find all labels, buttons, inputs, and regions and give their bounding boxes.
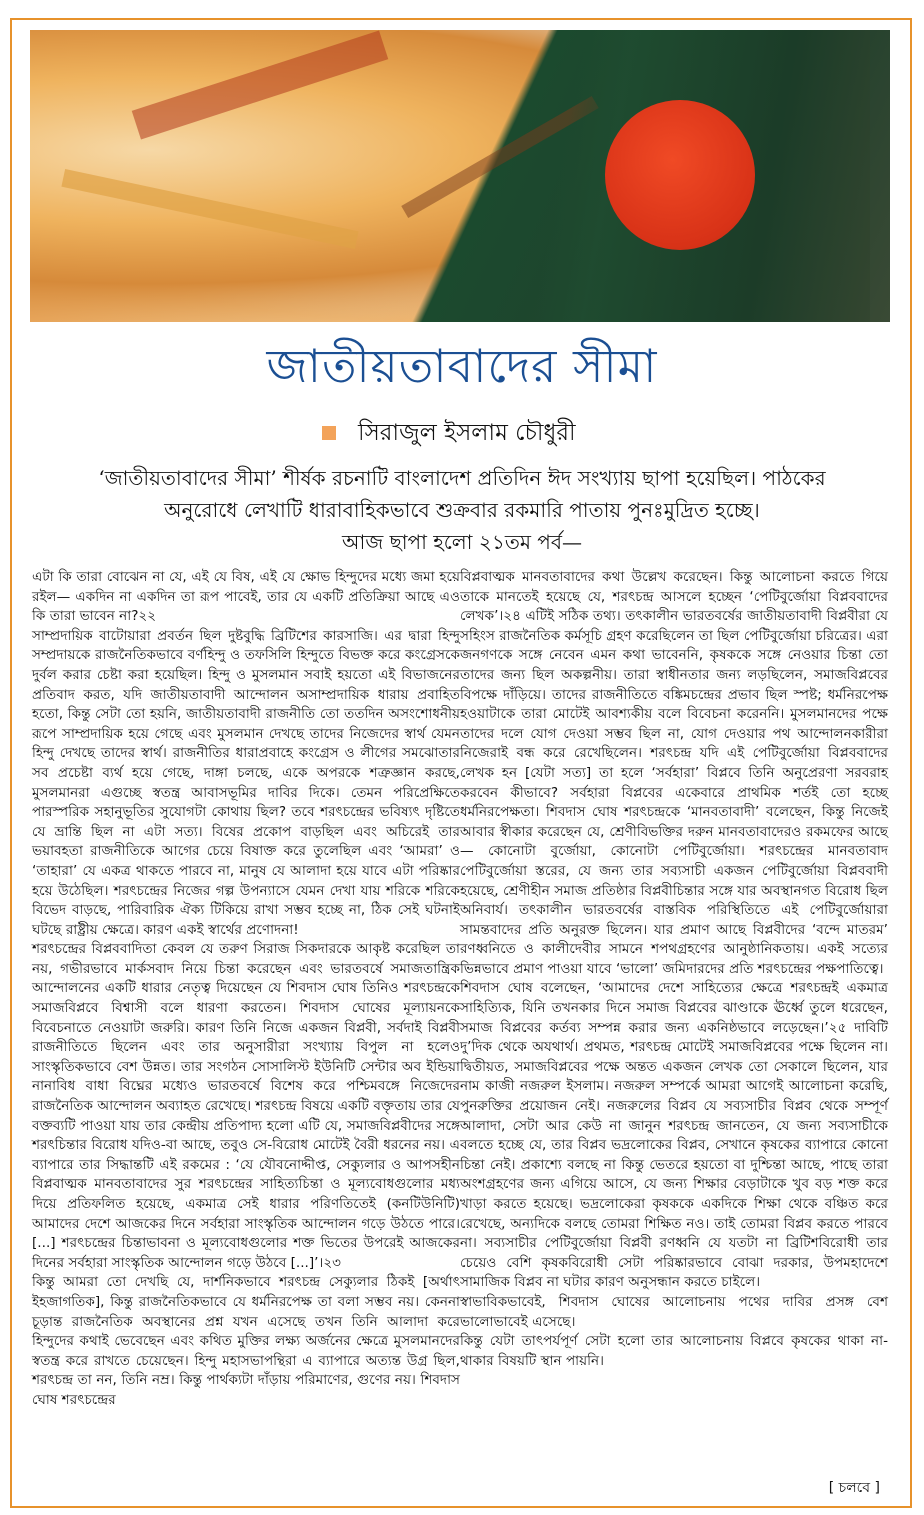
- paint-stroke: [61, 169, 358, 249]
- square-bullet-icon: [322, 426, 336, 440]
- article-title: জাতীয়তাবাদের সীমা: [266, 339, 658, 393]
- author-name: সিরাজুল ইসলাম চৌধুরী: [358, 419, 576, 446]
- intro-line: ‘জাতীয়তাবাদের সীমা’ শীর্ষক রচনাটি বাংলাদেশ প্রতিদিন ঈদ সংখ্যায় ছাপা হয়েছিল। পাঠকের: [98, 466, 826, 490]
- paragraph: বিপ্লবাত্মক মানবতাবাদের কথা উল্লেখ করেছেন। কিন্তু আলোচনা করতে গিয়ে তাকে মানতেই হয়েছে যে, শরৎচন্দ্র আসলে হচ্ছেন ‘পেটিবুর্জোয়া বিপ্লববাদের লেখক’।২৪ এটিই সঠিক তথ্য। তৎকালীন ভারতবর্ষের জাতীয়তাবাদী বিপ্লবীরা যে সহিংস রাজনৈতিক কর্মসূচি গ্রহণ করেছিলেন তা ছিল পেটিবুর্জোয়া চরিত্রের। এরা জনগণকে সঙ্গে নেবেন এমন কথা ভাবেননি, কৃষককে সঙ্গে নেওয়ার চিন্তা তো তাদের জন্য ছিল অকল্পনীয়। তারা স্বাধীনতার জন্য লড়ছিলেন, সমাজবিপ্লবের বিপক্ষে দাঁড়িয়ে। তাদের রাজনীতিতে বঙ্কিমচন্দ্রের প্রভাব ছিল স্পষ্ট; ধর্মনিরপেক্ষ হওয়াটাকে তারা মোটেই আবশ্যকীয় বলে বিবেচনা করেননি। মুসলমানদের পক্ষে তাদের দলে যোগ দেওয়া সম্ভব ছিল না, যোগ দেওয়ার পথ আন্দোলনকারীরা নিজেরাই বন্ধ করে রেখেছিলেন। শরৎচন্দ্র যদি এই পেটিবুর্জোয়া বিপ্লববাদের লেখক হন [যেটা সত্য] তা হলে ‘সর্বহারা’ বিপ্লবে তিনি অনুপ্রেরণা সরবরাহ করবেন কীভাবে? সর্বহারা বিপ্লবের একেবারে প্রাথমিক শর্তই তো হচ্ছে ধর্মনিরপেক্ষতা। শিবদাস ঘোষ শরৎচন্দ্রকে ‘মানবতাবাদী’ বলেছেন, কিন্তু নিজেই আবার স্বীকার করেছেন যে, শ্রেণীবিভক্তির দরুন মানবতাবাদেরও রকমফের আছে— কোনোটা বুর্জোয়া, কোনোটা পেটিবুর্জোয়া। শরৎচন্দ্রের মানবতাবাদ পেটিবুর্জোয়া স্তরের, যে জন্য তার সব্যসাচী একজন পেটিবুর্জোয়া বিপ্লববাদী হয়েছে, শ্রেণীহীন সমাজ প্রতিষ্ঠার বিপ্লবীচিন্তার সঙ্গে যার অবস্থানগত বিরোধ ছিল অনিবার্য। তৎকালীন ভারতবর্ষের বাস্তবিক পরিস্থিতিতে এই পেটিবুর্জোয়ারা সামন্তবাদের প্রতি অনুরক্ত ছিলেন। যার প্রমাণ আছে বিপ্লবীদের ‘বন্দে মাতরম’ রণধ্বনিতে ও কালীদেবীর সামনে শপথগ্রহণের আনুষ্ঠানিকতায়। একই সত্যের ভিন্নভাবে প্রমাণ পাওয়া যাবে ‘ভালো’ জমিদারদের প্রতি শরৎচন্দ্রের পক্ষপাতিত্বে।: [460, 569, 888, 977]
- intro-line: অনুরোধে লেখাটি ধারাবাহিকভাবে শুক্রবার রকমারি পাতায় পুনঃমুদ্রিত হচ্ছে।: [164, 498, 760, 522]
- continued-marker: [ চলবে ]: [828, 1480, 880, 1496]
- paint-stroke: [132, 31, 389, 140]
- paragraph: সাম্প্রদায়িক বাটোয়ারা প্রবর্তন ছিল দুষ্টবুদ্ধি ব্রিটিশের কারসাজি। এর দ্বারা হিন্দু সম্প্রদায়কে রাজনৈতিকভাবে বর্ণহিন্দু ও তফসিলি হিন্দুতে বিভক্ত করে কংগ্রেসকে দুর্বল করার চেষ্টা করা হয়েছিল। হিন্দু ও মুসলমান সবাই হয়তো এই বিভাজনের প্রতিবাদ করত, যদি জাতীয়তাবাদী আন্দোলন অসাম্প্রদায়িক ধারায় প্রবাহিত হতো, কিন্তু সেটা তো হয়নি, জাতীয়তাবাদী রাজনীতি তো ততদিন অসংশোধনীয় রূপে সাম্প্রদায়িক হয়ে গেছে এবং মুসলমান দেখছে তাদের নিজেদের স্বার্থ যেমন হিন্দু দেখছে তাদের স্বার্থ। রাজনীতির ধারাপ্রবাহে কংগ্রেস ও লীগের সমঝোতার সব প্রচেষ্টা ব্যর্থ হয়ে গেছে, দাঙ্গা চলছে, একে অপরকে শত্রুজ্ঞান করছে, মুসলমানরা এগুচ্ছে স্বতন্ত্র আবাসভূমির দাবির দিকে। তেমন পরিপ্রেক্ষিতে পারস্পরিক সহানুভূতির সুযোগটা কোথায় ছিল? তবে শরৎচন্দ্রের ভবিষ্যৎ দৃষ্টিতে যে ভ্রান্তি ছিল না এটা সত্য। বিষের প্রকোপ বাড়ছিল এবং অচিরেই তার ভয়াবহতা রাজনীতিকে আগের চেয়ে বিষাক্ত করে তুলেছিল এবং ‘আমরা’ ও ‘তাহারা’ যে একত্র থাকতে পারবে না, মানুষ যে আলাদা হয়ে যাবে এটা পরিষ্কার হয়ে উঠেছিল। শরৎচন্দ্রের নিজের গল্প উপন্যাসে যেমন দেখা যায় শরিকে শরিকে বিভেদ বাড়ছে, পারিবারিক ঐক্য টিকিয়ে রাখা সম্ভব হচ্ছে না, ঠিক সেই ঘটনাই ঘটছে রাষ্ট্রীয় ক্ষেত্রে। কারণ একই স্বার্থের প্রণোদনা!: [32, 627, 460, 938]
- byline: [322, 418, 576, 448]
- paragraph: কিন্তু যেটা তাৎপর্যপূর্ণ সেটা হলো তার আলোচনায় বিপ্লবে কৃষকের থাকা না-থাকার বিষয়টি স্থান পায়নি।: [460, 1333, 888, 1369]
- paragraph: কিন্তু আমরা তো দেখছি যে, দার্শনিকভাবে শরৎচন্দ্র সেক্যুলার ঠিকই [অর্থাৎ ইহজাগতিক], কিন্তু রাজনৈতিকভাবে যে ধর্মনিরপেক্ষ তা বলা সম্ভব নয়। কেননা চূড়ান্ত রাজনৈতিক অবস্থানের প্রশ্ন যখন এসেছে তখন তিনি আলাদা করে হিন্দুদের কথাই ভেবেছেন এবং কথিত মুক্তির লক্ষ্য অর্জনের ক্ষেত্রে মুসলমানদের স্বতন্ত্র করে রাখতে চেয়েছেন। হিন্দু মহাসভাপন্থিরা এ ব্যাপারে অত্যন্ত উগ্র ছিল, শরৎচন্দ্র তা নন, তিনি নম্র। কিন্তু পার্থক্যটা দাঁড়ায় পরিমাণের, গুণের নয়। শিবদাস ঘোষ শরৎচন্দ্রের: [32, 1274, 460, 1408]
- flag-red-circle: [605, 100, 755, 250]
- right-column: [460, 568, 888, 1371]
- paragraph: শিবদাস ঘোষ বলেছেন, ‘আমাদের দেশে সাহিত্যের ক্ষেত্রে শরৎচন্দ্রই একমাত্র সাহিত্যিক, যিনি তখনকার দিনে সমাজ বিপ্লবের ঝাণ্ডাকে ঊর্ধ্বে তুলে ধরেছেন, সমাজ বিপ্লবের কর্তব্য সম্পন্ন করার জন্য একনিষ্ঠভাবে লড়েছেন।’২৫ দাবিটি দু’দিক থেকে অযথার্থ। প্রথমত, শরৎচন্দ্র মোটেই সমাজবিপ্লবের পক্ষে ছিলেন না। দ্বিতীয়ত, সমাজবিপ্লবের পক্ষে অন্তত একজন লেখক তো সেকালে ছিলেন, যার নাম কাজী নজরুল ইসলাম। নজরুল সম্পর্কে আমরা আগেই আলোচনা করেছি, পুনরুক্তির প্রয়োজন নেই। নজরুলের বিপ্লব যে সব্যসাচীর বিপ্লব থেকে সম্পূর্ণ আলাদা, সেটা আর কেউ না জানুন শরৎচন্দ্র জানতেন, যে জন্য সব্যসাচীকে বলতে হচ্ছে যে, তার বিপ্লব ভদ্রলোকের বিপ্লব, সেখানে কৃষকের ব্যাপারে কোনো চিন্তা নেই। প্রকাশ্যে বলছে না কিন্তু ভেতরে হয়তো বা দুশ্চিন্তা আছে, পাছে তারা অংশগ্রহণের জন্য এগিয়ে আসে, যে জন্য শিক্ষার বেড়াটাকে খুব বড় শক্ত করে খাড়া করতে হয়েছে। ভদ্রলোকেরা কৃষককে একদিকে শিক্ষা থেকে বঞ্চিত করে রেখেছে, অন্যদিকে বলছে তোমরা শিক্ষিত নও। তাই তোমরা বিপ্লব করতে পারবে না। সব্যসাচীর পেটিবুর্জোয়া বিপ্লবী রণধ্বনি যে যতটা না ব্রিটিশবিরোধী তার চেয়েও বেশি কৃষকবিরোধী সেটা পরিষ্কারভাবে বোঝা দরকার, উপমহাদেশে সামাজিক বিপ্লব না ঘটার কারণ অনুসন্ধান করতে চাইলে।: [460, 980, 888, 1291]
- paragraph: স্বাভাবিকভাবেই, শিবদাস ঘোষের আলোচনায় পথের দাবির প্রসঙ্গ বেশ ভালোভাবেই এসেছে।: [460, 1293, 888, 1330]
- left-column: [32, 568, 460, 1411]
- paragraph: এটা কি তারা বোঝেন না যে, এই যে বিষ, এই যে ক্ষোভ হিন্দুদের মধ্যে জমা হয়ে রইল— একদিন না একদিন তা রূপ পাবেই, তার যে একটি প্রতিক্রিয়া আছে এও কি তারা ভাবেন না?২২: [32, 569, 460, 625]
- article-intro: [30, 462, 894, 558]
- intro-line: আজ ছাপা হলো ২১তম পর্ব—: [342, 530, 582, 554]
- paragraph: শরৎচন্দ্রের বিপ্লববাদিতা কেবল যে তরুণ সিরাজ সিকদারকে আকৃষ্ট করেছিল তা নয়, গভীরভাবে মার্কসবাদ নিয়ে চিন্তা করেছেন এবং ভারতবর্ষে সমাজতান্ত্রিক আন্দোলনের একটি ধারার নেতৃত্ব দিয়েছেন যে শিবদাস ঘোষ তিনিও শরৎচন্দ্রকে সমাজবিপ্লবে বিশ্বাসী বলে ধারণা করতেন। শিবদাস ঘোষের মূল্যায়নকে বিবেচনাতে নেওয়াটা জরুরি। কারণ তিনি নিজে একজন বিপ্লবী, সর্বদাই বিপ্লবী রাজনীতিতে ছিলেন এবং তার অনুসারীরা সংখ্যায় বিপুল না হলেও সাংস্কৃতিকভাবে বেশ উন্নত। তার সংগঠন সোসালিস্ট ইউনিটি সেন্টার অব ইন্ডিয়া নানাবিধ বাধা বিঘ্নের মধ্যেও ভারতবর্ষে বিশেষ করে পশ্চিমবঙ্গে নিজেদের রাজনৈতিক আন্দোলন অব্যাহত রেখেছে। শরৎচন্দ্র বিষয়ে একটি বক্তৃতায় তার যে বক্তব্যটি পাওয়া যায় তার কেন্দ্রীয় প্রতিপাদ্য হলো এটি যে, সমাজবিপ্লবীদের সঙ্গে শরৎচিন্তার বিরোধ যদিও-বা আছে, তবুও সে-বিরোধ মোটেই বৈরী ধরনের নয়। এ ব্যাপারে তার সিদ্ধান্তটি এই রকমের : ‘যে যৌবনোদ্দীপ্ত, সেক্যুলার ও আপসহীন বিপ্লবাত্মক মানবতাবাদের সুর শরৎচন্দ্রের সাহিত্যচিন্তা ও মূল্যবোধগুলোর মধ্য দিয়ে প্রতিফলিত হয়েছে, একমাত্র সেই ধারার পরিণতিতেই (কনটিউনিটি) আমাদের দেশে আজকের দিনে সর্বহারা সাংস্কৃতিক আন্দোলন গড়ে উঠতে পারে। [...] শরৎচন্দ্রের চিন্তাভাবনা ও মূল্যবোধগুলোর শক্ত ভিতের উপরেই আজকের দিনের সর্বহারা সাংস্কৃতিক আন্দোলন গড়ে উঠবে [...]’।২৩: [32, 941, 460, 1271]
- hero-painting-image: [30, 30, 890, 322]
